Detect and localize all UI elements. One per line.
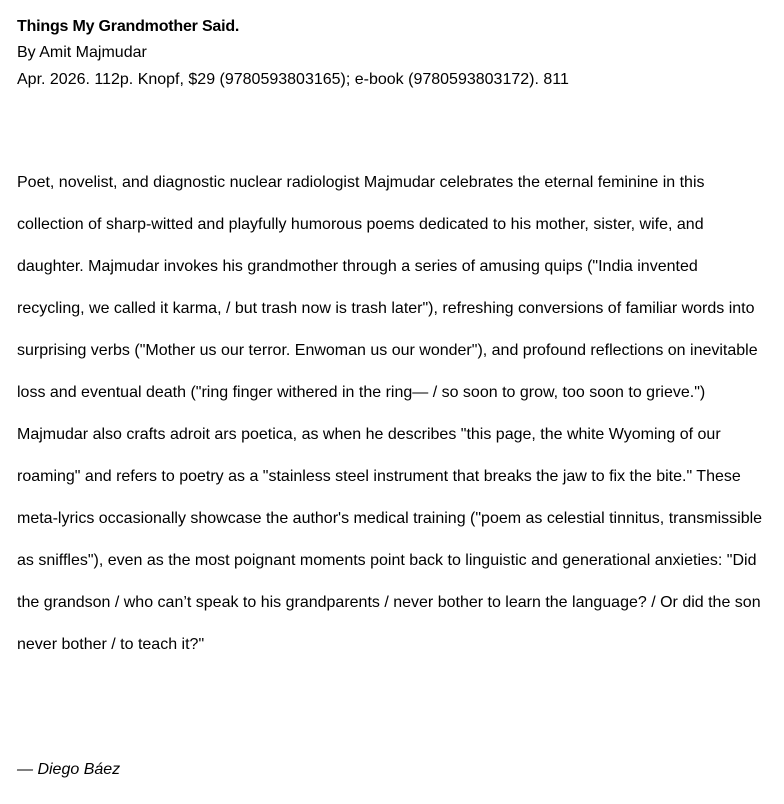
reviewer-name: — Diego Báez	[17, 761, 121, 778]
review-text: Poet, novelist, and diagnostic nuclear radiologist Majmudar celebrates the eternal feminine in this collection of sharp-witted and playfully humorous poems dedicated to his mother, sister, wife, and daughter. Majmudar invokes his grandmother through a series of amusing quips ("India invented recycling, we called it karma, / but trash now is trash later"), refreshing conversions of familiar words into surprising verbs ("Mother us our terror. Enwoman us our wonder"), and profound reflections on inevitable loss and eventual death ("ring finger withered in the ring— / so soon to grow, too soon to grieve.") Majmudar also crafts adroit ars poetica, as when he describes "this page, the white Wyoming of our roaming" and refers to poetry as a "stainless steel instrument that breaks the jaw to fix the bite." These meta-lyrics occasionally showcase the author's medical training ("poem as celestial tinnitus, transmissible as sniffles"), even as the most poignant moments point back to linguistic and generational anxieties: "Did the grandson / who can’t speak to his grandparents / never bother to learn the language? / Or did the son never bother / to teach it?"	[17, 174, 763, 653]
author-line: By Amit Majmudar	[17, 44, 147, 61]
book-title: Things My Grandmother Said.	[17, 18, 240, 35]
publication-info: Apr. 2026. 112p. Knopf, $29 (9780593803165); e-book (9780593803172). 811	[17, 71, 569, 88]
